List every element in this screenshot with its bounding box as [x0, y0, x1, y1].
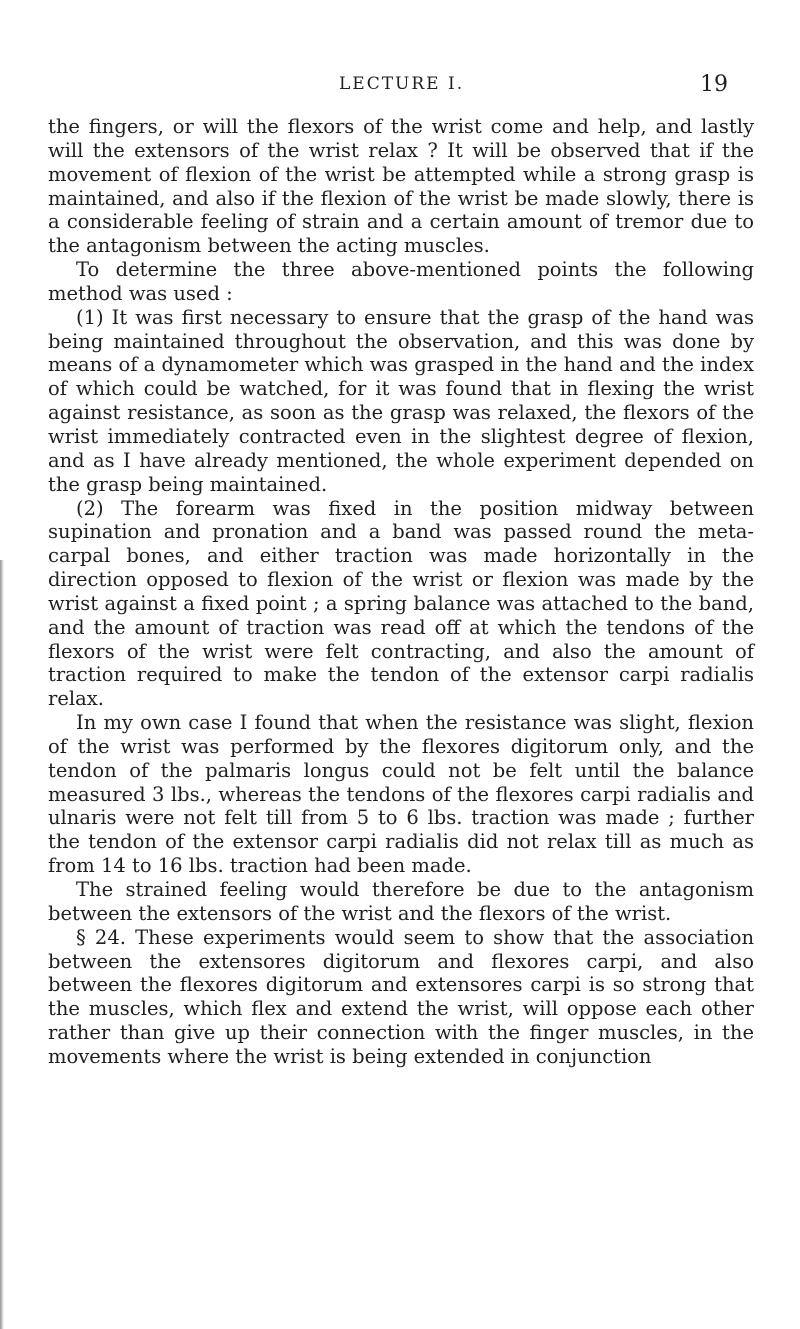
paragraph: In my own case I found that when the resistance was slight, flexion of the wrist was performed by the flexores digitorum only, and the tendon of the palmaris longus could not be felt until the balance measured 3 lbs., whereas the tendons of the flexores carpi radialis and ulnaris were not felt till from 5 to 6 lbs. traction was made ; further the tendon of the extensor carpi radialis did not relax till as much as from 14 to 16 lbs. traction had been made.: [48, 711, 754, 878]
paragraph: (1) It was first necessary to ensure that the grasp of the hand was being maintained throughout the observation, and this was done by means of a dynamometer which was grasped in the hand and the index of which could be watched, for it was found that in flexing the wrist against resistance, as soon as the grasp was relaxed, the flexors of the wrist immediately contracted even in the slightest degree of flexion, and as I have already mentioned, the whole experiment depended on the grasp being maintained.: [48, 305, 754, 496]
page-edge-shadow: [0, 560, 4, 1329]
body-text: [48, 115, 754, 1069]
page-number: 19: [700, 72, 728, 97]
paragraph: (2) The forearm was fixed in the position midway between supination and pronation and a band was passed round the meta-carpal bones, and either traction was made horizontally in the direction opposed to flexion of the wrist or flexion was made by the wrist against a fixed point ; a spring balance was attached to the band, and the amount of traction was read off at which the tendons of the flexors of the wrist were felt contracting, and also the amount of traction required to make the tendon of the extensor carpi radialis relax.: [48, 496, 754, 711]
page-header: [0, 72, 800, 102]
paragraph: § 24. These experiments would seem to show that the association between the extensores digitorum and flexores carpi, and also between the flexores digitorum and extensores carpi is so strong that the muscles, which flex and extend the wrist, will oppose each other rather than give up their connection with the finger muscles, in the movements where the wrist is being extended in conjunction: [48, 925, 754, 1068]
paragraph: the fingers, or will the flexors of the wrist come and help, and lastly will the extensors of the wrist relax ? It will be observed that if the movement of flexion of the wrist be attempted while a strong grasp is maintained, and also if the flexion of the wrist be made slowly, there is a considerable feeling of strain and a certain amount of tremor due to the antagonism between the acting muscles.: [48, 115, 754, 258]
running-head: LECTURE I.: [339, 74, 465, 94]
paragraph: To determine the three above-mentioned points the following method was used :: [48, 258, 754, 305]
paragraph: The strained feeling would therefore be due to the antagonism between the extensors of the wrist and the flexors of the wrist.: [48, 878, 754, 925]
